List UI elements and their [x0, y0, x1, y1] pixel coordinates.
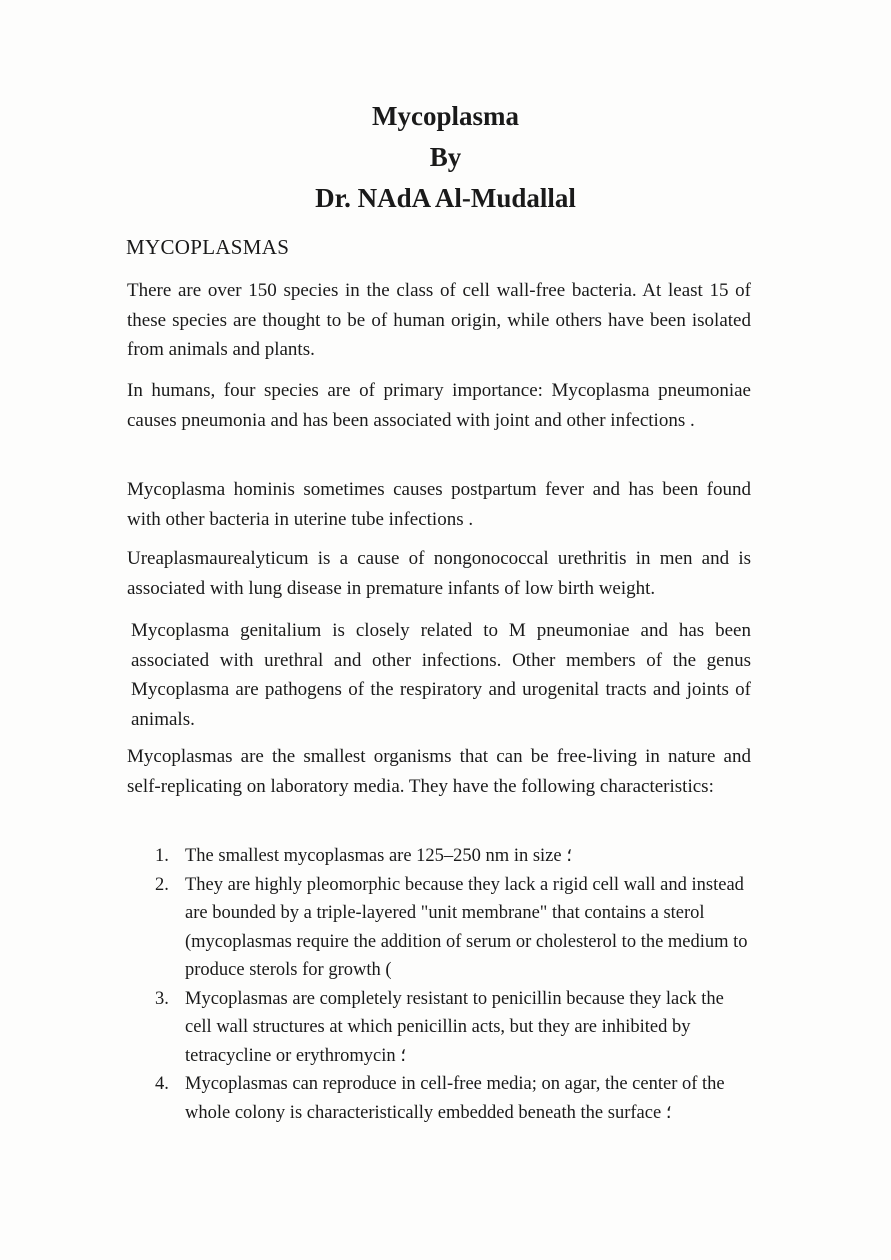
list-item-number: 3.	[155, 988, 169, 1009]
list-item-number: 1.	[155, 846, 169, 866]
paragraph-species-count: There are over 150 species in the class of cell wall-free bacteria. At least 15 of these species are thought to be of human origin, while others have been isolated from animals and plants.	[127, 280, 751, 360]
paragraph-human-species: In humans, four species are of primary importance: Mycoplasma pneumoniae causes pneumonia and has been associated with joint and other infections .	[127, 380, 751, 431]
list-item-number: 2.	[155, 874, 169, 895]
list-item	[155, 842, 755, 871]
by-line: By	[429, 142, 462, 172]
paragraph-characteristics-intro: Mycoplasmas are the smallest organisms that can be free-living in nature and self-replicating on laboratory media. They have the following characteristics:	[127, 746, 751, 797]
paragraph-mycoplasma-genitalium: Mycoplasma genitalium is closely related to M pneumoniae and has been associated with urethral and other infections. Other members of the genus Mycoplasma are pathogens of the respiratory and urogenital tracts and joints of animals.	[131, 620, 751, 730]
section-heading: MYCOPLASMAS	[126, 235, 290, 259]
list-item-text: They are highly pleomorphic because they lack a rigid cell wall and instead are bounded by a triple-layered "unit membrane" that contains a sterol (mycoplasmas require the addition of serum or cholesterol to the medium to produce sterols for growth (	[185, 874, 748, 980]
list-item	[155, 871, 755, 985]
title-block	[0, 96, 891, 219]
document-title: Mycoplasma	[372, 101, 519, 131]
paragraph-mycoplasma-hominis: Mycoplasma hominis sometimes causes postpartum fever and has been found with other bacteria in uterine tube infections .	[127, 479, 751, 530]
list-item-number: 4.	[155, 1074, 169, 1094]
list-item	[155, 1070, 755, 1127]
paragraph-ureaplasma: Ureaplasmaurealyticum is a cause of nongonococcal urethritis in men and is associated with lung disease in premature infants of low birth weight.	[127, 548, 751, 599]
list-item-text: The smallest mycoplasmas are 125–250 nm in size ؛	[185, 846, 573, 866]
list-item	[155, 985, 755, 1071]
list-item-text: Mycoplasmas can reproduce in cell-free media; on agar, the center of the whole colony is characteristically embedded beneath the surface ؛	[185, 1074, 725, 1123]
characteristics-list	[155, 842, 755, 1127]
list-item-text: Mycoplasmas are completely resistant to penicillin because they lack the cell wall structures at which penicillin acts, but they are inhibited by tetracycline or erythromycin ؛	[185, 988, 724, 1066]
author-name: Dr. NAdA Al-Mudallal	[315, 183, 576, 213]
